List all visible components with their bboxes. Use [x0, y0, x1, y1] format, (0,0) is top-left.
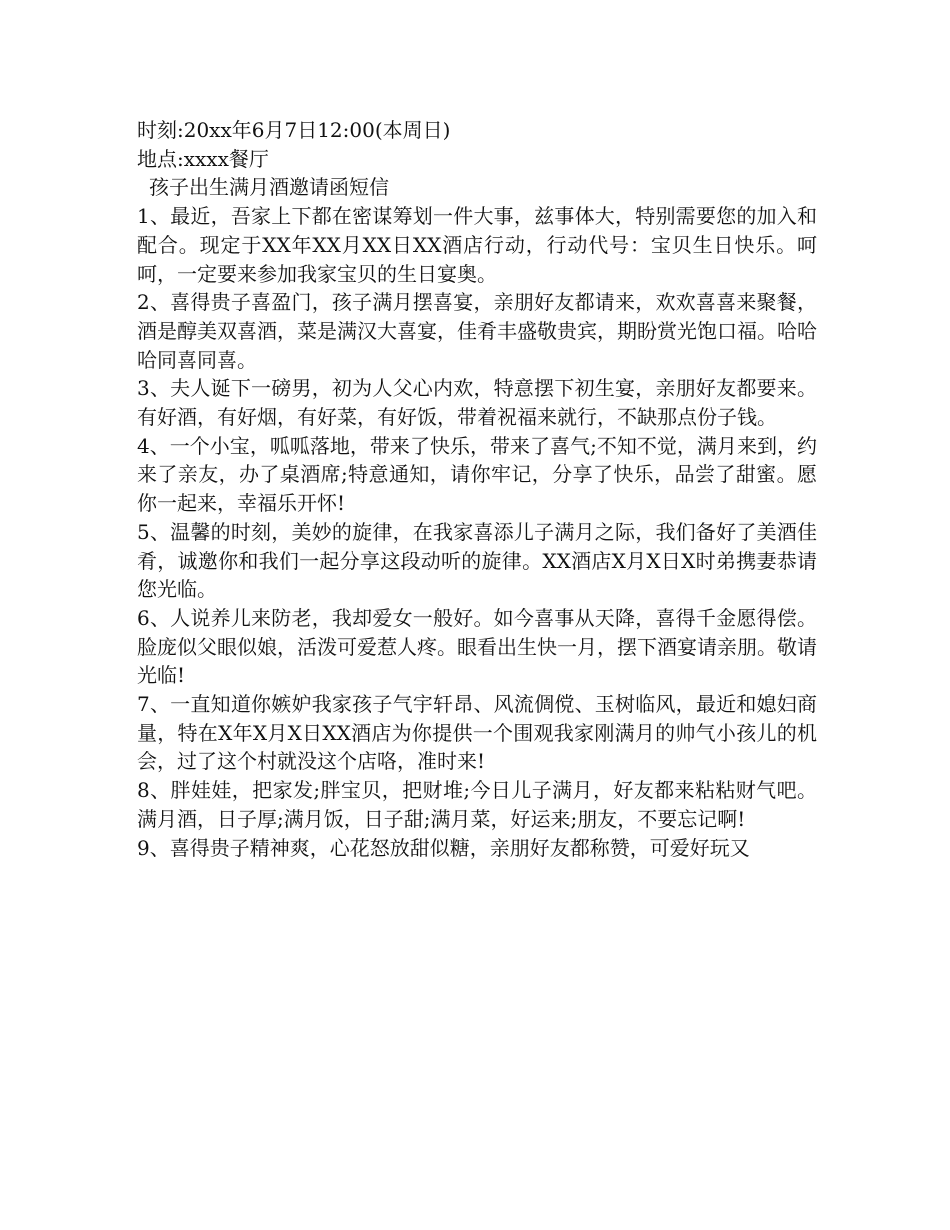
- event-place: 地点:xxxx餐厅: [137, 146, 269, 171]
- message-paragraph: 7、一直知道你嫉妒我家孩子气宇轩昂、风流倜傥、玉树临风，最近和媳妇商量，特在X年X月X日XX酒店为你提供一个围观我家刚满月的帅气小孩儿的机会，过了这个村就没这个店咯，准时来!: [137, 692, 817, 774]
- event-time: 时刻:20xx年6月7日12:00(本周日): [137, 118, 451, 142]
- message-paragraph: 2、喜得贵子喜盈门，孩子满月摆喜宴，亲朋好友都请来，欢欢喜喜来聚餐，酒是醇美双喜酒，菜是满汉大喜宴，佳肴丰盛敬贵宾，期盼赏光饱口福。哈哈哈同喜同喜。: [137, 290, 817, 372]
- message-paragraph: 4、一个小宝，呱呱落地，带来了快乐，带来了喜气;不知不觉，满月来到，约来了亲友，办了桌酒席;特意通知，请你牢记，分享了快乐，品尝了甜蜜。愿你一起来，幸福乐开怀!: [137, 433, 817, 516]
- message-paragraph: 9、喜得贵子精神爽，心花怒放甜似糖，亲朋好友都称赞，可爱好玩又: [137, 835, 750, 860]
- message-paragraph: 5、温馨的时刻，美妙的旋律，在我家喜添儿子满月之际，我们备好了美酒佳肴，诚邀你和我们一起分享这段动听的旋律。XX酒店X月X日X时弟携妻恭请您光临。: [137, 519, 817, 602]
- message-paragraph: 1、最近，吾家上下都在密谋筹划一件大事，兹事体大，特别需要您的加入和配合。现定于XX年XX月XX日XX酒店行动，行动代号：宝贝生日快乐。呵呵，一定要来参加我家宝贝的生日宴奥。: [137, 204, 817, 286]
- section-title: 孩子出生满月酒邀请函短信: [149, 175, 389, 200]
- document-body: [137, 116, 817, 862]
- message-paragraph: 6、人说养儿来防老，我却爱女一般好。如今喜事从天降，喜得千金愿得偿。脸庞似父眼似娘，活泼可爱惹人疼。眼看出生快一月，摆下酒宴请亲朋。敬请光临!: [137, 605, 817, 688]
- message-paragraph: 3、夫人诞下一磅男，初为人父心内欢，特意摆下初生宴，亲朋好友都要来。有好酒，有好烟，有好菜，有好饭，带着祝福来就行，不缺那点份子钱。: [137, 376, 817, 430]
- message-paragraph: 8、胖娃娃，把家发;胖宝贝，把财堆;今日儿子满月，好友都来粘粘财气吧。满月酒，日子厚;满月饭，日子甜;满月菜，好运来;朋友，不要忘记啊!: [137, 778, 817, 831]
